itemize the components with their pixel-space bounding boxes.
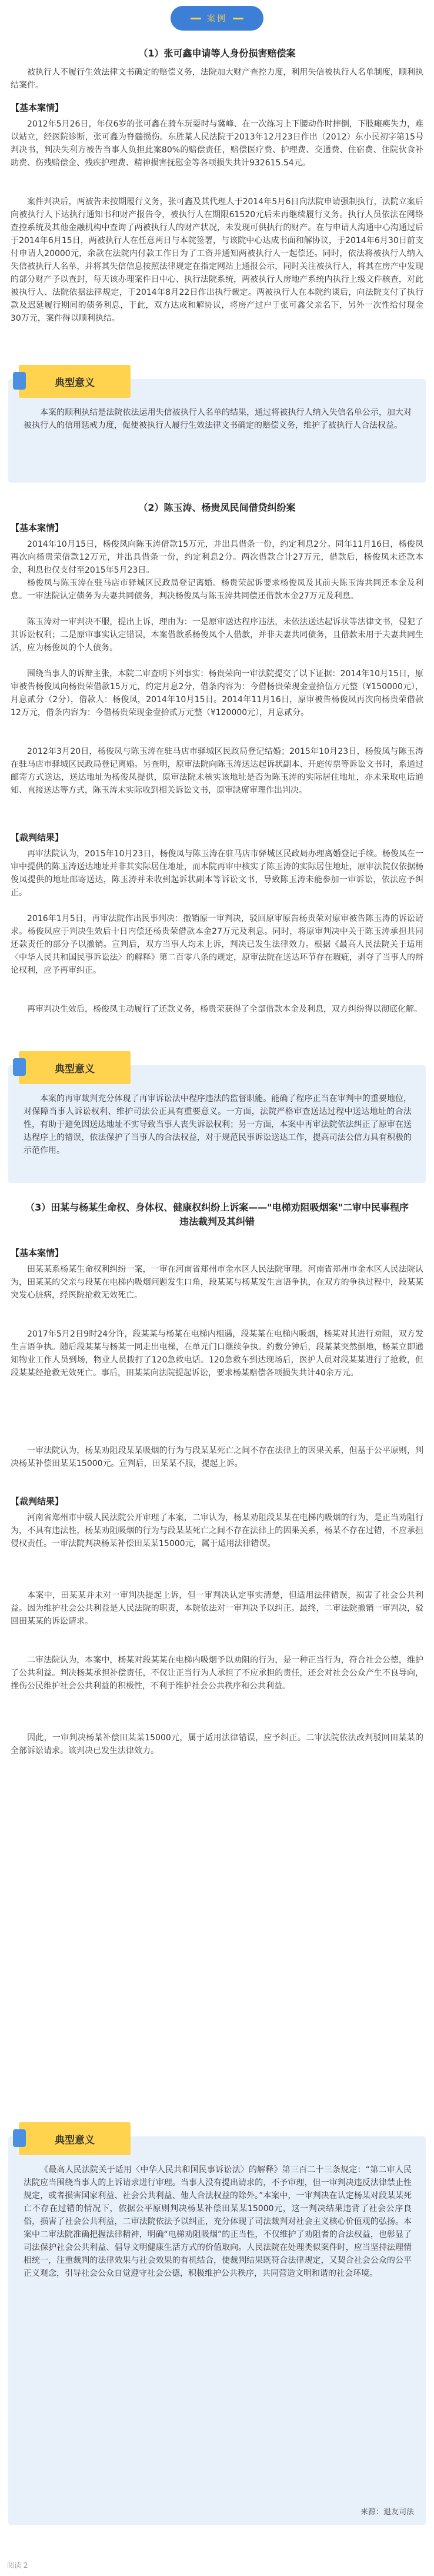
case3-comment-text: 《最高人民法院关于适用〈中华人民共和国民事诉讼法〉的解释》第三百二十三条规定：“第二审人民法院应当围绕当事人的上诉请求进行审理。当事人没有提出请求的，不予审理，但一审判决违反法律禁止性规定，或者损害国家利益、社会公共利益、他人合法权益的除外。”本案中，一审判决在认定杨某对段某某死亡不存在过错的情况下，依据公平原则判决杨某补偿田某某15000元，这一判决结果违背了社会公序良俗，损害了社会公共利益，二审法院依法予以纠正，充分体现了司法裁判对社会主义核心价值观的弘扬。本案中二审法院准确把握法律精神，明确“电梯劝阻吸烟”的正当性，不仅维护了劝阻者的合法权益，也彰显了司法保护社会公共利益、倡导文明健康生活方式的价值取向。人民法院在处理类似案件时，应当坚持法理情相统一，注重裁判的法律效果与社会效果的有机结合，使裁判结果既符合法律规定，又契合社会公众的公平正义观念，引导社会公众自觉遵守社会公德，积极维护公共秩序，共同营造文明和谐的社会环境。 [24, 2165, 412, 2278]
case2-facts-p1: 2014年10月15日，杨俊凤向陈玉涛借款15万元，并出具借条一份，约定利息2分。同年11月16日，杨俊凤再次向杨贵荣借款12万元，并出具借条一份，约定利息2分。两次借款合计27万元，借款后，杨俊凤未还款本金，利息也仅支付至2015年5月23日。 [11, 540, 423, 575]
case3-comment-box [8, 2136, 426, 2525]
read-count: 阅读 2 [7, 2561, 28, 2570]
case2-ruling-p3: 再审判决生效后，杨俊凤主动履行了还款义务，杨贵荣获得了全部借款本金及利息，双方纠纷得以彻底化解。 [27, 1005, 422, 1014]
case2-facts-p3: 陈玉涛对一审判决不服，提出上诉，理由为：一是原审送达程序违法，未依法送达起诉状等法律文书，侵犯了其诉讼权利；二是原审事实认定错误，本案借款系杨俊凤个人借款，并非夫妻共同债务，且借款未用于夫妻共同生活，应为杨俊凤的个人债务。 [11, 617, 423, 653]
case2-facts-p5: 2012年3月20日，杨俊凤与陈玉涛在驻马店市驿城区民政局登记结婚；2015年10月23日，杨俊凤与陈玉涛在驻马店市驿城区民政局登记离婚。另查明，原审法院向陈玉涛送达起诉状副本、开庭传票等诉讼文书时，系通过邮寄方式送达，送达地址为杨俊凤提供，原审法院未核实该地址是否为陈玉涛的实际居住地址，亦未采取电话通知、直接送达等方式，陈玉涛未实际收到相关诉讼文书，原审缺席审理作出判决。 [11, 747, 423, 795]
case2-facts-heading: 【基本案情】 [11, 523, 64, 533]
banner-left-bar [191, 18, 201, 19]
case2-ruling-p2: 2016年1月5日，再审法院作出民事判决：撤销原一审判决，驳回原审原告杨贵荣对原审被告陈玉涛的诉讼请求。杨俊凤应于判决生效后十日内偿还杨贵荣借款本金27万元及利息。同时，将原审判决中关于陈玉涛承担共同还款责任的部分予以撤销。宣判后，双方当事人均未上诉，判决已发生法律效力。根据《最高人民法院关于适用〈中华人民共和国民事诉讼法〉的解释》第二百零八条的规定，原审法院在送达环节存在瑕疵，剥夺了当事人的辩论权利，应予再审纠正。 [11, 914, 423, 975]
case2-comment-box [8, 1065, 426, 1183]
case3-facts-heading: 【基本案情】 [11, 1248, 64, 1258]
case1-facts-p1: 2012年5月26日，年仅6岁的张可鑫在骑车玩耍时与冀峰、在一次练习上下腰动作时摔倒，下肢瘫痪失力，难以站立，经医院诊断，张可鑫为脊髓损伤。东胜某人民法院于2013年12月23日作出（2012）东小民初字第15号判决书，判决失利方被告当事人负担此案80%的赔偿责任，赔偿医疗费、护理费、交通费、住宿费、住院伙食补助费、伤残赔偿金、残疾护理费、精神损害抚慰金等各项损失共计932615.54元。 [11, 119, 423, 168]
case3-facts-p2: 2017年5月2日9时24分许，段某某与杨某在电梯内相遇，段某某在电梯内吸烟，杨某对其进行劝阻，双方发生言语争执。随后段某某与杨某一同走出电梯，在单元门口继续争执。约数分钟后，段某某突然倒地，杨某立即通知物业工作人员到场，物业人员拨打了120急救电话。120急救车到达现场后，医护人员对段某某进行了抢救，但段某某经抢救无效死亡。事后，田某某向法院提起诉讼，要求杨某赔偿各项损失共计40余万元。 [11, 1329, 423, 1378]
article-source: 来源：退友司法 [360, 2508, 414, 2517]
case1-comment-tag-label: 典型意义 [55, 377, 95, 389]
case3-trial-p2: 本案中，田某某并未对一审判决提起上诉，但一审判决认定事实清楚，但适用法律错误，损害了社会公共利益。因为维护社会公共利益是人民法院的职责，本院依法对一审判决予以纠正。最终，二审法院撤销一审判决，驳回田某某的诉讼请求。 [11, 1591, 423, 1626]
banner-right-bar [233, 18, 243, 19]
case1-title: （1）张可鑫申请等人身份损害赔偿案 [138, 48, 296, 59]
case2-title: （2）陈玉涛、杨贵凤民间借贷纠纷案 [138, 502, 296, 513]
case3-trial-p3: 二审法院认为，本案中，杨某对段某某在电梯内吸烟予以劝阻的行为，是一种正当行为，符合社会公德，维护了公共利益。判决杨某承担补偿责任，不仅让正当行为人承担了不应承担的责任，还会对社会公众产生不良导向，挫伤公民维护社会公共利益的积极性，不利于维护社会公共秩序和公共利益。 [11, 1656, 423, 1691]
case3-trial-p4: 因此，一审判决杨某补偿田某某15000元，属于适用法律错误，应予纠正。二审法院依法改判驳回田某某的全部诉讼请求。该判决已发生法律效力。 [11, 1733, 423, 1756]
bookmark-icon [13, 2129, 26, 2147]
case1-comment-box [8, 379, 426, 483]
case2-ruling-p1: 再审法院认为，2015年10月23日，杨俊凤与陈玉涛在驻马店市驿城区民政局办理离婚登记手续。杨俊凤在一审中提供的陈玉涛送达地址并非其实际居住地址，而本院再审中核实了陈玉涛的实际居住地址，原审法院仅依据杨俊凤提供的地址邮寄送达，陈玉涛并未收到起诉状副本等诉讼文书，导致陈玉涛未能参加一审诉讼，依法应予纠正。 [11, 849, 423, 898]
bookmark-icon [13, 1058, 26, 1076]
case1-comment-tag [19, 365, 131, 398]
banner-label: 案例 [207, 14, 227, 24]
case1-comment-text: 本案的顺利执结是法院依法运用失信被执行人名单的结果，通过将被执行人纳入失信名单公示，加大对被执行人的信用惩戒力度，促使被执行人履行生效法律文书确定的赔偿义务，维护了被执行人合法权益。 [24, 408, 412, 430]
case2-comment-tag-label: 典型意义 [55, 1063, 95, 1075]
case1-intro: 被执行人不履行生效法律文书确定的赔偿义务，法院加大财产查控力度，利用失信被执行人名单制度，顺利执结案件。 [11, 68, 423, 90]
case2-comment-text: 本案的再审裁判充分体现了再审诉讼法中程序违法的监督职能。能确了程序正当在审判中的重要地位，对保障当事人诉讼权利、维护司法公正具有重要意义。一方面，法院严格审查送达过程中送达地址的合法性，有助于避免因送达地址不实导致当事人丧失诉讼权利；另一方面，本案中再审法院依法纠正了原审在送达程序上的错误，依法保护了当事人的合法权益，对于规范民事诉讼送达工作，提高司法公信力具有积极的示范作用。 [24, 1094, 412, 1155]
case2-comment-tag [19, 1051, 131, 1084]
case2-facts-p2: 杨俊凤与陈玉涛在驻马店市驿城区民政局登记离婚。杨贵荣起诉要求杨俊凤及其前夫陈玉涛共同还本金及利息。一审法院认定债务为夫妻共同债务，判决杨俊凤与陈玉涛共同偿还借款本金27万元及利息。 [11, 579, 423, 601]
case2-ruling-heading: 【裁判结果】 [11, 832, 64, 843]
case-banner [171, 6, 263, 31]
case3-facts-p1: 田某某系杨某生命权利纠纷一案，一审在河南省郑州市金水区人民法院审理。河南省郑州市金水区人民法院认为，田某某的父亲与段某在电梯内吸烟问题发生口角，段某某与杨某发生言语争执，在双方的争执过程中，段某某突发心脏病，经医院抢救无效死亡。 [11, 1265, 423, 1300]
case3-trial-heading: 【裁判结果】 [11, 1496, 64, 1507]
case3-facts-p3: 一审法院认为，杨某劝阻段某某吸烟的行为与段某某死亡之间不存在法律上的因果关系，但基于公平原则，判决杨某补偿田某某15000元。宣判后，田某某不服，提起上诉。 [11, 1446, 423, 1468]
case3-comment-tag [19, 2122, 131, 2155]
bookmark-icon [13, 372, 26, 390]
case1-facts-p2: 案件判决后，两被告未按期履行义务，张可鑫及其代理人于2014年5月6日向法院申请强制执行，法院立案后向被执行人下达执行通知书和财产报告令，被执行人在期限61520元后未再继续履行义务。执行人员依法在网络查控系统及其他金融机构中查询了两被执行人的财产状况，未发现可供执行的财产。在与申请人沟通中心沟通过后于2014年6月15日，两被执行人在任意两日与本院签署，与该院中心达成书面和解协议，于2014年6月30日前支付申请人20000元，余款在法院内付款工作日为了工资并通知两被执行人一起偿还。同时，依法将被执行人纳入失信被执行人名单，并将其失信信息按照法律规定在指定网站上通报公示，同时关注被执行人，将其在房产中发现的部分财产予以查封，每天该办理案件日中心、执行法院系统，两被执行人房地产系统内执行上级文件核查，对此被执行人、法院依据法律规定，于2014年8月22日作出执行裁定。两被执行人在本院约谈后，向法院支付了执行款及迟延履行期间的债务利息，于此，双方达成和解协议，将房产过户于张可鑫父亲名下，另外一次性给付现金30万元，案件得以顺利执结。 [11, 197, 423, 323]
case1-facts-heading: 【基本案情】 [11, 102, 64, 113]
case3-comment-tag-label: 典型意义 [55, 2134, 95, 2146]
case3-title: （3）田某与杨某生命权、身体权、健康权纠纷上诉案——"电梯劝阻吸烟案"二审中民事程序违法裁判及其纠错 [25, 1202, 409, 1227]
case3-trial-p1: 河南省郑州市中级人民法院公开审理了本案，二审认为，杨某劝阻段某某在电梯内吸烟的行为，是正当劝阻行为，不具有违法性，杨某劝阻吸烟的行为与段某某死亡之间不存在法律上的因果关系，杨某不存在过错，不应承担侵权责任。一审法院判决杨某补偿田某某15000元，属于适用法律错误。 [11, 1513, 423, 1548]
case2-facts-p4: 围绕当事人的诉辩主张，本院二审查明下列事实：杨贵荣向一审法院提交了以下证据：2014年10月15日，原审被告杨俊凤向杨贵荣借款15万元，约定月息2分，借条内容为：今借杨贵荣现金壹拾伍万元整（¥150000元），月息贰分（2分），借款人：杨俊凤，2014年10月15日。2014年11月16日，原审被告杨俊凤再次向杨贵荣借款12万元，借条内容为：今借杨贵荣现金壹拾贰万元整（¥120000元），月息贰分。 [11, 669, 423, 717]
